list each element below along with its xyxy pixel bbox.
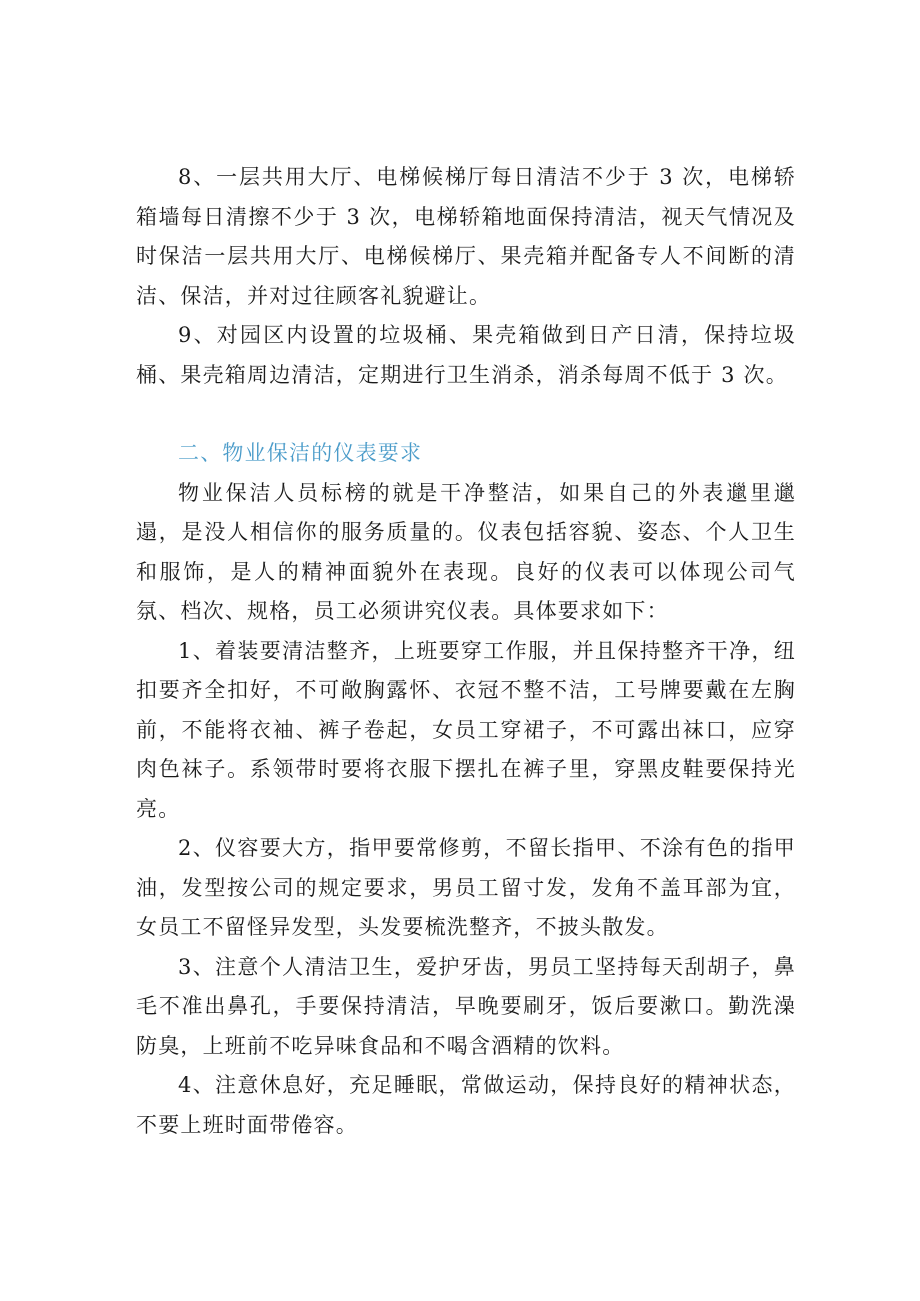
paragraph-intro: 物业保洁人员标榜的就是干净整洁，如果自己的外表邋里邋遢，是没人相信你的服务质量的。仪表包括容貌、姿态、个人卫生和服饰，是人的精神面貌外在表现。良好的仪表可以体现公司气氛、档次、规格，员工必须讲究仪表。具体要求如下： (136, 480, 796, 623)
paragraph-item-3: 3、注意个人清洁卫生，爱护牙齿，男员工坚持每天刮胡子，鼻毛不准出鼻孔，手要保持清洁，早晚要刷牙，饭后要漱口。勤洗澡防臭，上班前不吃异味食品和不喝含酒精的饮料。 (136, 954, 796, 1058)
paragraph-item-1: 1、着装要清洁整齐，上班要穿工作服，并且保持整齐干净，纽扣要齐全扣好，不可敞胸露怀、衣冠不整不洁，工号牌要戴在左胸前，不能将衣袖、裤子卷起，女员工穿裙子，不可露出袜口，应穿肉色袜子。系领带时要将衣服下摆扎在裤子里，穿黑皮鞋要保持光亮。 (136, 638, 796, 821)
section-heading: 二、物业保洁的仪表要求 (178, 441, 423, 465)
paragraph-item-8: 8、一层共用大厅、电梯候梯厅每日清洁不少于 3 次，电梯轿箱墙每日清擦不少于 3 次，电梯轿箱地面保持清洁，视天气情况及时保洁一层共用大厅、电梯候梯厅、果壳箱并配备专人不间断的清洁、保洁，并对过往顾客礼貌避让。 (136, 165, 796, 308)
document-body (136, 158, 796, 1145)
paragraph-item-2: 2、仪容要大方，指甲要常修剪，不留长指甲、不涂有色的指甲油，发型按公司的规定要求，男员工留寸发，发角不盖耳部为宜，女员工不留怪异发型，头发要梳洗整齐，不披头散发。 (136, 836, 796, 939)
paragraph-item-4: 4、注意休息好，充足睡眠，常做运动，保持良好的精神状态，不要上班时面带倦容。 (136, 1073, 796, 1137)
paragraph-item-9: 9、对园区内设置的垃圾桶、果壳箱做到日产日清，保持垃圾桶、果壳箱周边清洁，定期进行卫生消杀，消杀每周不低于 3 次。 (136, 323, 796, 387)
